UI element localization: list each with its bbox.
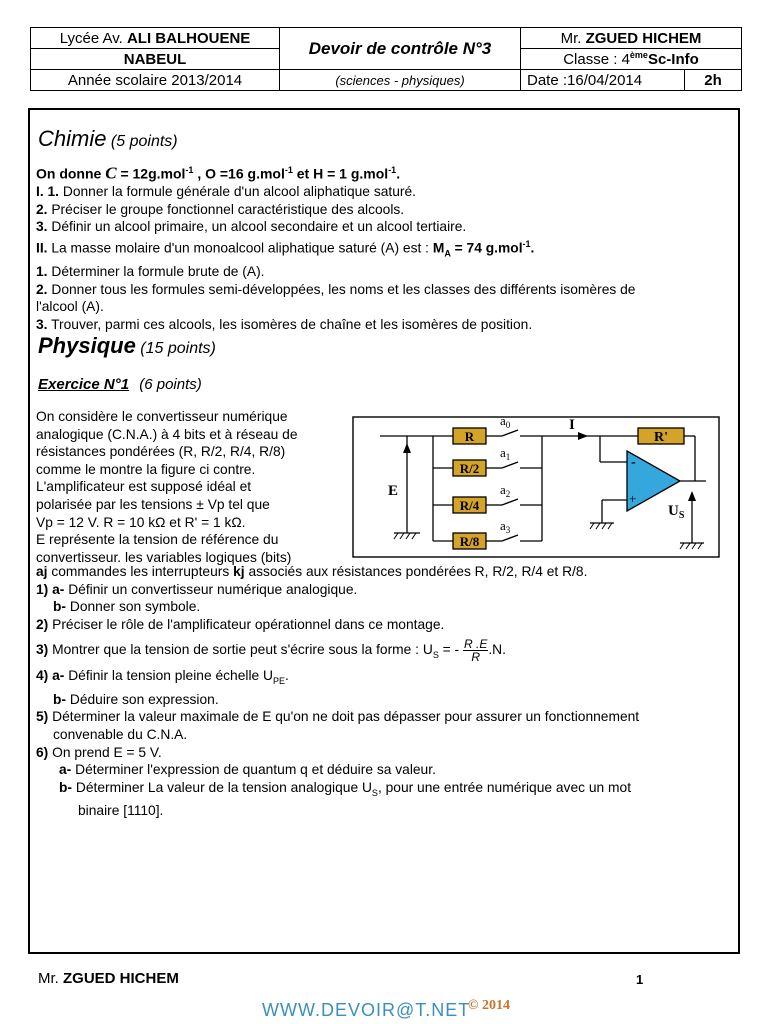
switch-2 <box>502 499 518 505</box>
school-year: Année scolaire 2013/2014 <box>31 70 280 91</box>
footer-teacher <box>38 970 179 987</box>
page-number: 1 <box>636 972 644 987</box>
class-prefix: Classe : 4 <box>563 51 630 68</box>
exercise-intro <box>36 408 298 566</box>
data-p4: et H = 1 g.mol <box>292 165 389 182</box>
chimie-points: (5 points) <box>110 133 178 150</box>
city: NABEUL <box>31 49 280 70</box>
feedback-label: R' <box>654 430 668 445</box>
op-plus: + <box>629 491 637 506</box>
molar-end: . <box>530 240 535 256</box>
doc-title: Devoir de contrôle N°3 <box>280 28 521 70</box>
cna-circuit-diagram <box>350 415 722 561</box>
intro-line: comme le montre la figure ci contre. <box>36 461 256 477</box>
chimie-q2 <box>36 201 635 219</box>
phys-q6c: binaire [1110]. <box>78 803 164 819</box>
chimie-heading <box>38 126 178 152</box>
exam-date: Date :16/04/2014 <box>521 70 685 91</box>
switch-a: a <box>500 482 506 497</box>
phys-q5b: convenable du C.N.A. <box>53 726 188 742</box>
intro-line: convertisseur. les variables logiques (bits) <box>36 549 292 565</box>
aj-text2: associés aux résistances pondérées R, R/2, R/4 et R/8. <box>244 564 588 579</box>
resistor-branches <box>433 415 542 549</box>
us-s: S <box>678 510 685 521</box>
frac-den: R <box>471 650 480 665</box>
site-link[interactable]: WWW.DEVOIR@T.NET <box>262 1000 471 1020</box>
q-text: Définir un convertisseur numérique analogique. <box>64 581 358 597</box>
header-table <box>30 27 742 91</box>
upe-sub: PE <box>272 676 285 687</box>
q-text: Donner son symbole. <box>66 599 201 615</box>
switch-a: a <box>500 445 506 460</box>
class-sup: ème <box>629 50 648 60</box>
exercise-heading <box>38 376 202 393</box>
q-text: Définir un alcool primaire, un alcool secondaire et un alcool tertiaire. <box>47 219 467 235</box>
q-text: Donner la formule générale d'un alcool aliphatique saturé. <box>59 184 416 200</box>
data-c: C <box>105 163 117 183</box>
q-text: La masse molaire d'un monoalcool aliphatique saturé (A) est : <box>47 240 433 256</box>
q-num: 4) a- <box>36 668 65 684</box>
exercise-title: Exercice N°1 <box>38 376 130 393</box>
phys-q1a <box>36 581 639 599</box>
q-num: 2. <box>36 201 48 217</box>
switch-1 <box>502 462 518 468</box>
q-num: I. 1. <box>36 184 60 200</box>
q-text: Trouver, parmi ces alcools, les isomères de chaîne et les isomères de position. <box>47 316 533 332</box>
aj-line <box>36 563 639 581</box>
switch-sub: 2 <box>505 489 511 499</box>
q-num: 3) <box>36 642 49 658</box>
phys-q2 <box>36 616 639 634</box>
chimie-q1 <box>36 183 635 201</box>
school-name: ALI BALHOUENE <box>126 29 251 47</box>
current-arrow <box>578 432 588 440</box>
q-text: Déduire son expression. <box>66 691 219 707</box>
chimie-q6 <box>36 281 635 299</box>
current-label: I <box>569 417 575 433</box>
intro-line: analogique (C.N.A.) à 4 bits et à réseau de <box>36 426 298 442</box>
intro-line: Vp = 12 V. R = 10 kΩ et R' = 1 kΩ. <box>36 514 246 530</box>
switch-0 <box>502 430 518 436</box>
phys-q6a <box>36 761 639 779</box>
exercise-points: (6 points) <box>139 376 202 393</box>
q-text: Déterminer La valeur de la tension analogique U <box>72 779 372 795</box>
aj: aj <box>36 564 48 579</box>
q-text: Définir la tension pleine échelle U <box>64 668 273 684</box>
physique-points: (15 points) <box>140 340 216 357</box>
subject: (sciences - physiques) <box>280 70 521 91</box>
resistor-label: R <box>464 429 475 444</box>
teacher-cell <box>521 28 742 49</box>
data-line <box>36 162 635 183</box>
switch-3 <box>502 535 518 541</box>
molar-m: M <box>432 240 445 256</box>
data-p2: = 12g.mol <box>116 165 186 182</box>
copyright: © 2014 <box>468 998 510 1013</box>
q-num: 5) <box>36 709 49 725</box>
q3-end: .N. <box>488 642 506 658</box>
q-num: 2. <box>36 281 48 297</box>
phys-q5 <box>36 708 639 726</box>
q-text: Préciser le groupe fonctionnel caractéristique des alcools. <box>47 201 405 217</box>
switch-label <box>500 518 511 535</box>
switch-label <box>500 482 510 499</box>
op-minus: - <box>631 455 636 470</box>
chimie-q6b: l'alcool (A). <box>36 299 104 315</box>
q3-eq: = - <box>438 642 463 658</box>
q-num: b- <box>59 779 73 795</box>
phys-q6 <box>36 744 639 762</box>
us-sub: S <box>371 787 378 798</box>
switch-a: a <box>500 415 506 428</box>
intro-line: polarisée par les tensions ± Vp tel que <box>36 496 270 512</box>
q-num: b- <box>53 599 67 615</box>
switch-label <box>500 445 510 462</box>
switch-a: a <box>500 518 506 533</box>
school-prefix: Lycée Av. <box>59 29 127 47</box>
fraction <box>463 638 488 663</box>
chimie-q3 <box>36 218 635 236</box>
exp3: -1 <box>388 165 397 175</box>
phys-q6b <box>36 779 639 802</box>
q-num: 3. <box>36 219 48 235</box>
intro-line: E représente la tension de référence du <box>36 532 279 548</box>
molar-exp: -1 <box>522 239 531 250</box>
q-num: 2) <box>36 616 49 632</box>
footer-prefix: Mr. <box>38 970 63 987</box>
intro-line: L'amplificateur est supposé idéal et <box>36 479 252 495</box>
intro-line: résistances pondérées (R, R/2, R/4, R/8) <box>36 444 286 460</box>
us-label <box>668 503 685 521</box>
intro-line: On considère le convertisseur numérique <box>36 409 288 424</box>
school-cell <box>31 28 280 49</box>
physique-title: Physique <box>38 333 136 358</box>
e-label: E <box>388 483 399 499</box>
q-num: II. <box>36 240 48 256</box>
resistor-label: R/8 <box>459 534 480 549</box>
teacher-prefix: Mr. <box>560 29 586 47</box>
kj: kj <box>233 564 245 579</box>
phys-q1b <box>36 598 639 616</box>
us-arrow-head <box>688 491 696 501</box>
q-text: Montrer que la tension de sortie peut s'écrire sous la forme : U <box>48 642 433 658</box>
aj-text: commandes les interrupteurs <box>47 564 234 579</box>
ground-op-hatch <box>590 523 612 529</box>
q-text: Donner tous les formules semi-développées, les noms et les classes des différents isomères de <box>47 281 636 297</box>
switch-sub: 0 <box>505 420 511 430</box>
us-sub: S <box>432 650 439 661</box>
molar-sub: A <box>444 248 451 259</box>
teacher-name: ZGUED HICHEM <box>585 29 702 47</box>
q-num: a- <box>59 762 72 778</box>
footer-name: ZGUED HICHEM <box>63 970 179 987</box>
ground-out-hatch <box>680 543 702 549</box>
q-text: Préciser le rôle de l'amplificateur opérationnel dans ce montage. <box>48 616 445 632</box>
ground-e-hatch <box>394 533 416 539</box>
data-p3: , O =16 g.mol <box>193 165 285 182</box>
q-end: . <box>285 668 289 684</box>
chimie-q5 <box>36 263 635 281</box>
chimie-q7 <box>36 316 635 334</box>
us-u: U <box>668 503 679 519</box>
q-text: On prend E = 5 V. <box>48 744 162 760</box>
class-cell <box>521 49 742 70</box>
q-num: 1) a- <box>36 581 65 597</box>
q-num: b- <box>53 691 67 707</box>
q-end: , pour une entrée numérique avec un mot <box>377 779 632 795</box>
phys-q3 <box>36 635 639 665</box>
chimie-questions <box>36 162 635 333</box>
molar-val: = 74 g.mol <box>450 240 523 256</box>
switch-sub: 1 <box>505 452 511 462</box>
q-text: Déterminer l'expression de quantum q et déduire sa valeur. <box>71 762 436 778</box>
resistor-label: R/2 <box>459 461 480 476</box>
physique-questions <box>36 563 639 820</box>
q-text: Déterminer la valeur maximale de E qu'on ne doit pas dépasser pour assurer un fonctionnement <box>48 709 640 725</box>
q-num: 3. <box>36 316 48 332</box>
chimie-q4 <box>36 236 635 263</box>
resistor-label: R/4 <box>459 498 480 513</box>
q-num: 6) <box>36 744 49 760</box>
q-text: Déterminer la formule brute de (A). <box>47 263 265 279</box>
switch-sub: 3 <box>505 525 511 535</box>
exp1: -1 <box>185 165 194 175</box>
phys-q4a <box>36 667 639 690</box>
chimie-title: Chimie <box>38 126 107 151</box>
duration: 2h <box>685 70 742 91</box>
class-suffix: Sc-Info <box>647 51 699 68</box>
e-arrow <box>403 443 411 453</box>
data-p1: On donne <box>36 165 106 182</box>
frac-num: R .E <box>463 637 488 652</box>
phys-q4b <box>36 691 639 709</box>
physique-heading <box>38 333 216 359</box>
exp2: -1 <box>284 165 293 175</box>
data-p5: . <box>396 165 401 182</box>
q-num: 1. <box>36 263 48 279</box>
